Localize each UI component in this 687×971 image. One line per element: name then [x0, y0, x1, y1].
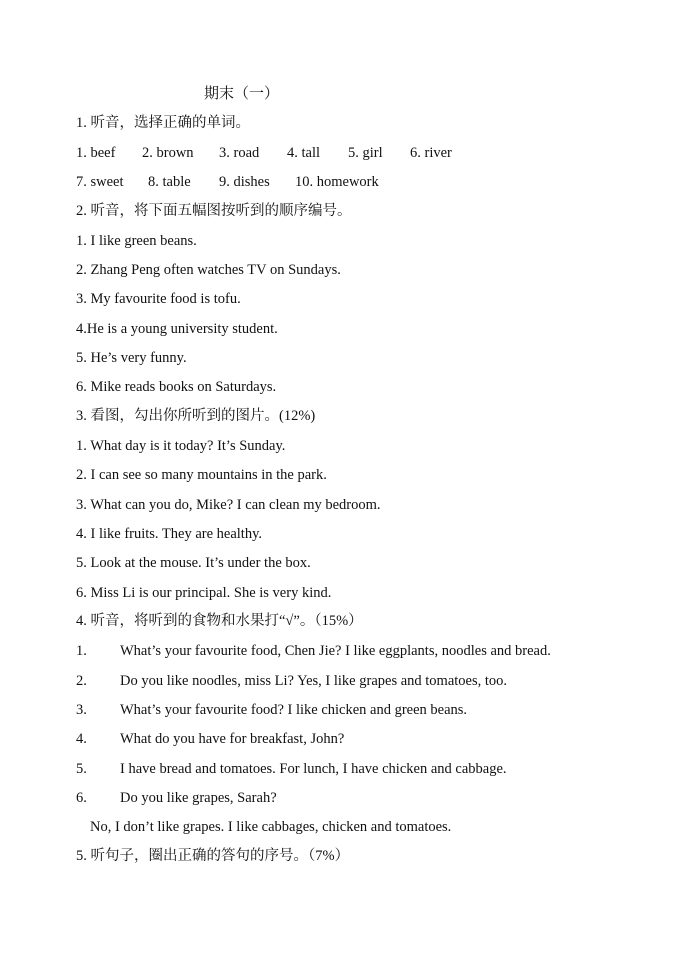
- section2-item: 2. Zhang Peng often watches TV on Sundays.: [76, 262, 341, 278]
- section3-item: 1. What day is it today? It’s Sunday.: [76, 438, 286, 454]
- item-text: Do you like noodles, miss Li? Yes, I like grapes and tomatoes, too.: [120, 673, 508, 689]
- page-title: 期末（一）: [204, 86, 280, 102]
- section3-item: 6. Miss Li is our principal. She is very kind.: [76, 585, 332, 601]
- section2-item: 5. He’s very funny.: [76, 350, 187, 366]
- section4-item: [76, 729, 344, 749]
- word-item: 3. road: [219, 145, 260, 161]
- item-number: 2.: [76, 673, 87, 689]
- section4-item: [76, 700, 467, 720]
- section1-word-row-2: [76, 172, 379, 192]
- word-item: 9. dishes: [219, 174, 270, 190]
- section4-item: [76, 788, 277, 808]
- item-number: 1.: [76, 643, 87, 659]
- section2-item: 4.He is a young university student.: [76, 321, 278, 337]
- section4-item: [76, 641, 551, 661]
- word-item: 1. beef: [76, 145, 116, 161]
- item-text: Do you like grapes, Sarah?: [120, 790, 277, 806]
- section2-heading: 2. 听音，将下面五幅图按听到的顺序编号。: [76, 203, 352, 219]
- word-item: 6. river: [410, 145, 452, 161]
- section4-item: [76, 759, 507, 779]
- section1-word-row-1: [76, 143, 452, 163]
- section4-item: [76, 671, 507, 691]
- section4-heading: 4. 听音，将听到的食物和水果打“√”。（15%）: [76, 613, 363, 629]
- item-text: I have bread and tomatoes. For lunch, I have chicken and cabbage.: [120, 761, 507, 777]
- item-number: 6.: [76, 790, 87, 806]
- section3-item: 2. I can see so many mountains in the park.: [76, 467, 327, 483]
- item-text: What do you have for breakfast, John?: [120, 731, 345, 747]
- section3-item: 3. What can you do, Mike? I can clean my bedroom.: [76, 497, 381, 513]
- item-number: 3.: [76, 702, 87, 718]
- word-item: 10. homework: [295, 174, 379, 190]
- section3-heading: 3. 看图，勾出你所听到的图片。(12%): [76, 408, 316, 424]
- section5-heading: 5. 听句子，圈出正确的答句的序号。（7%）: [76, 848, 350, 864]
- section2-item: 6. Mike reads books on Saturdays.: [76, 379, 277, 395]
- word-item: 8. table: [148, 174, 191, 190]
- section3-item: 4. I like fruits. They are healthy.: [76, 526, 263, 542]
- word-item: 7. sweet: [76, 174, 124, 190]
- item-number: 4.: [76, 731, 87, 747]
- section3-item: 5. Look at the mouse. It’s under the box.: [76, 555, 311, 571]
- section2-item: 3. My favourite food is tofu.: [76, 291, 241, 307]
- item-text: What’s your favourite food? I like chicken and green beans.: [120, 702, 468, 718]
- item-text: What’s your favourite food, Chen Jie? I like eggplants, noodles and bread.: [120, 643, 551, 659]
- word-item: 2. brown: [142, 145, 194, 161]
- word-item: 5. girl: [348, 145, 383, 161]
- section4-continuation: No, I don’t like grapes. I like cabbages, chicken and tomatoes.: [90, 819, 452, 835]
- word-item: 4. tall: [287, 145, 321, 161]
- section1-heading: 1. 听音，选择正确的单词。: [76, 115, 250, 131]
- item-number: 5.: [76, 761, 87, 777]
- section2-item: 1. I like green beans.: [76, 233, 197, 249]
